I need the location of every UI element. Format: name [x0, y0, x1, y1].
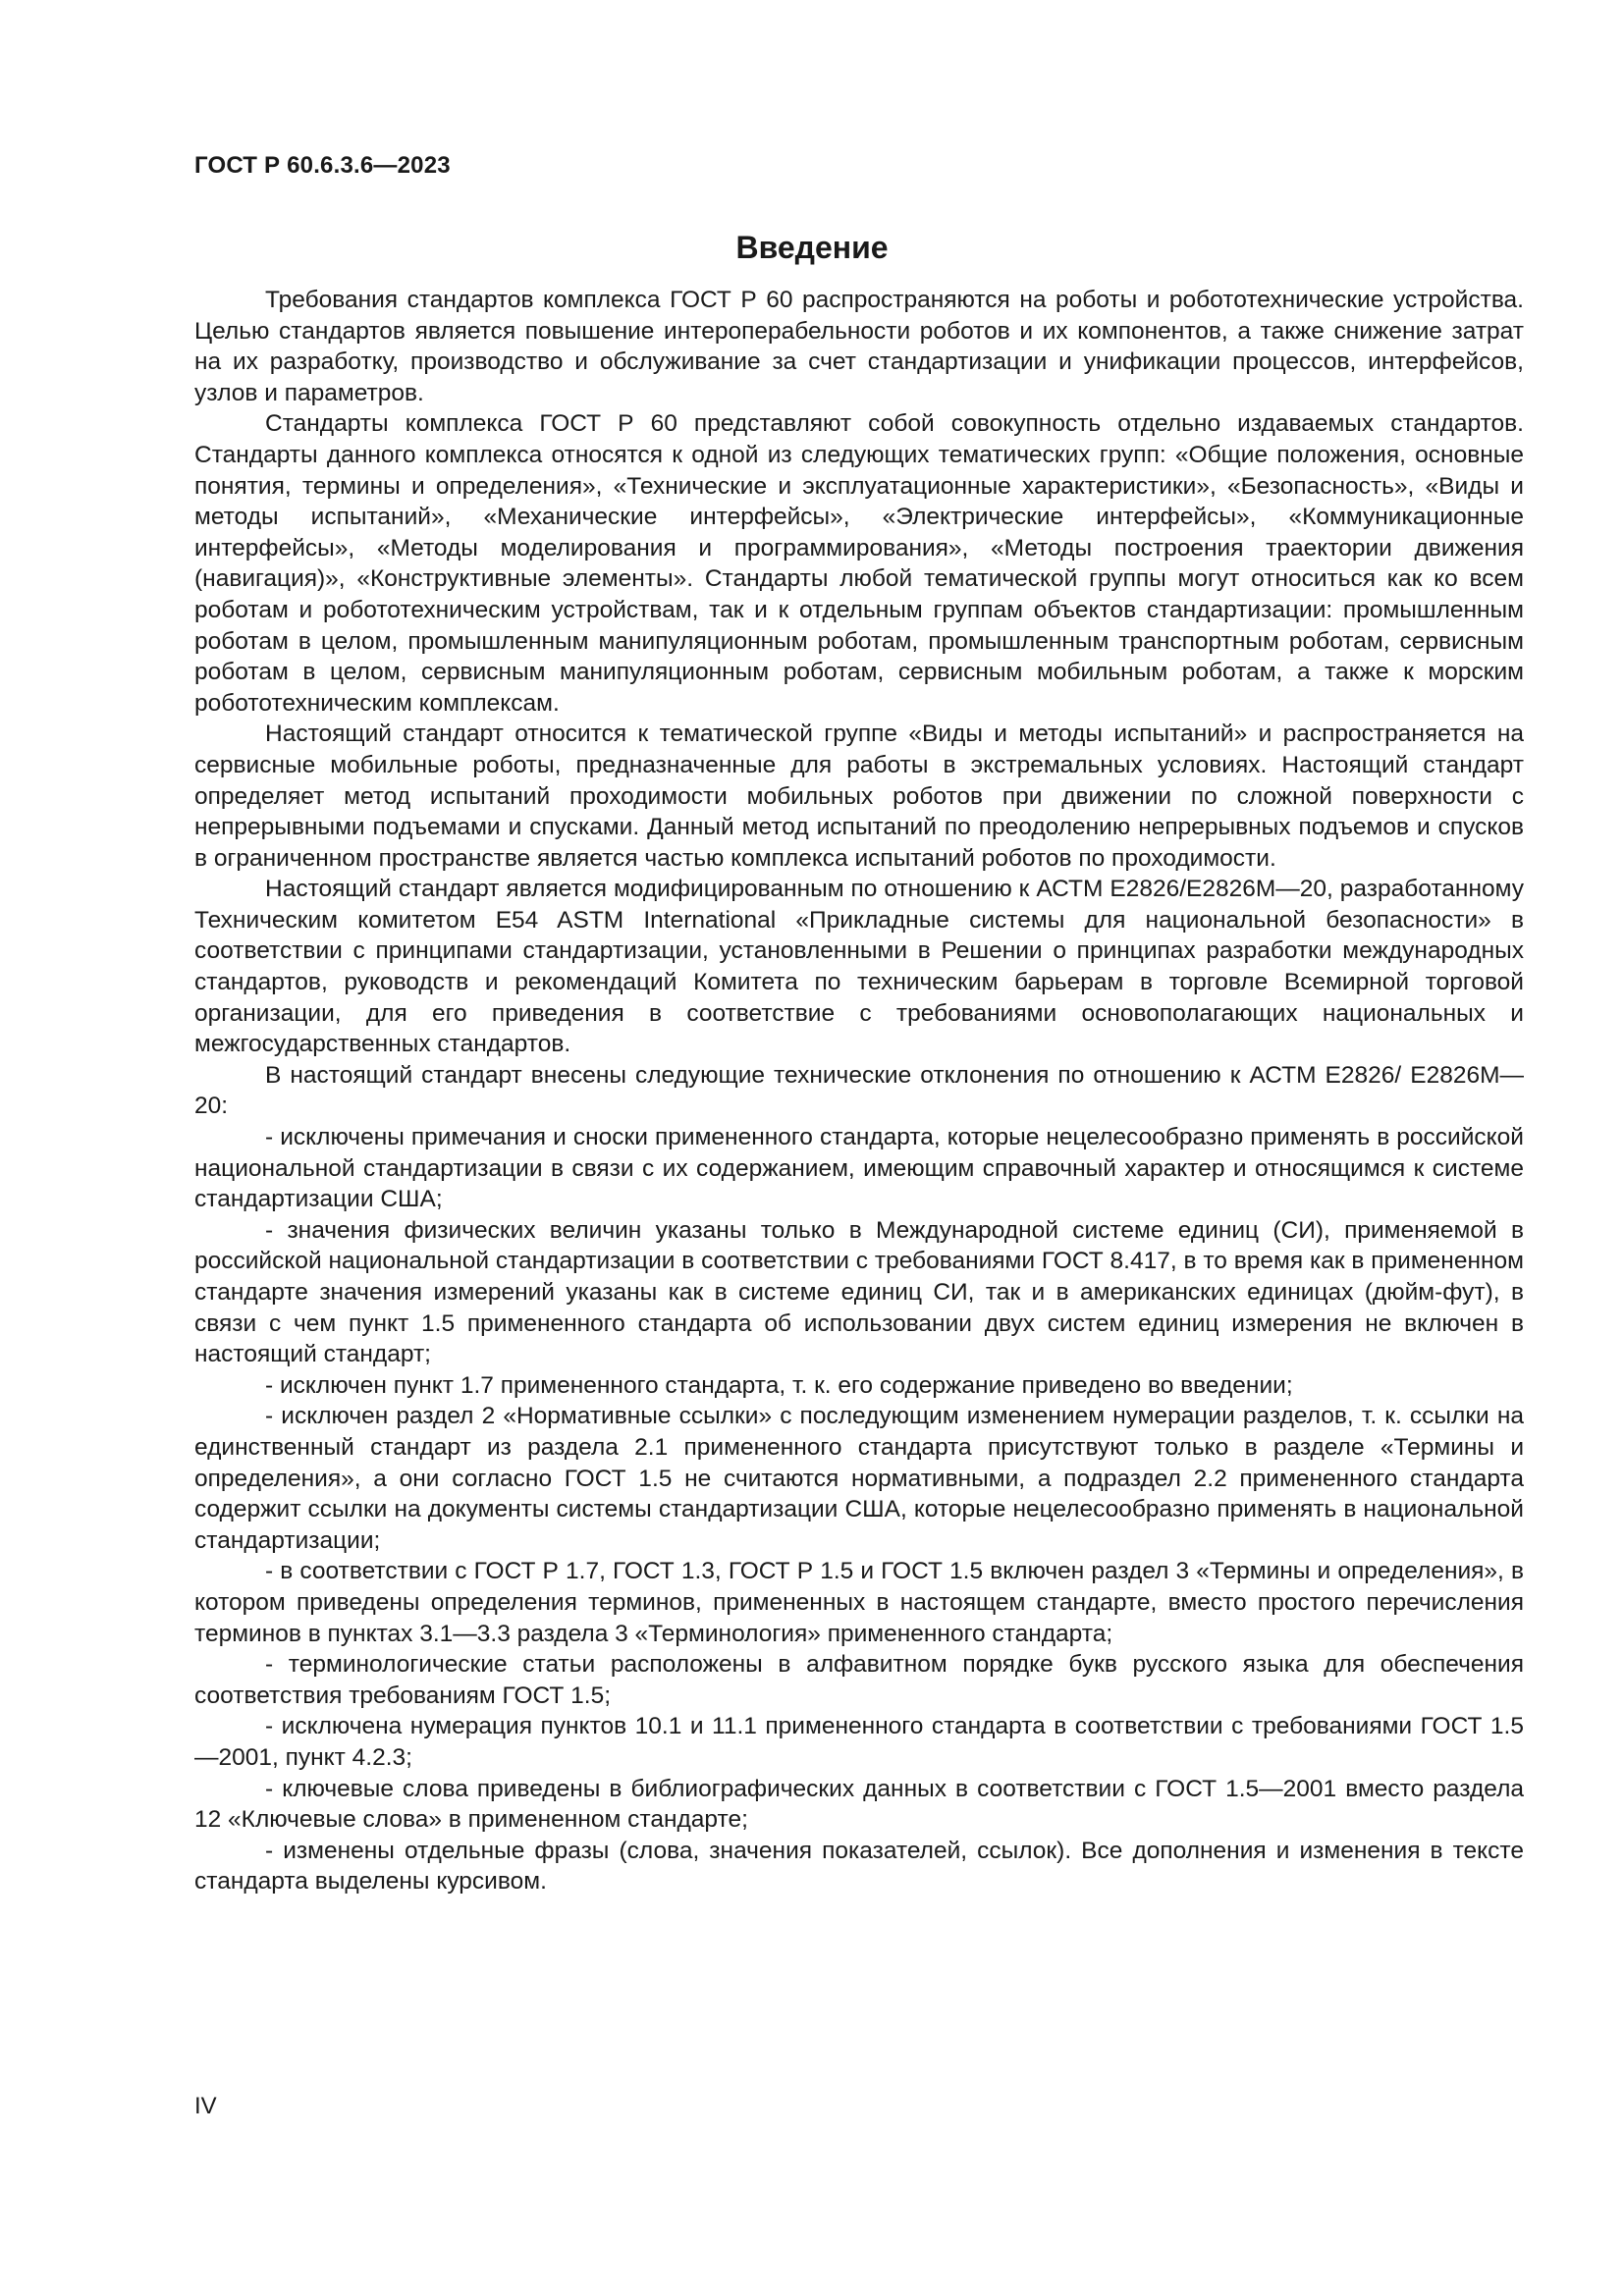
paragraph: Стандарты комплекса ГОСТ Р 60 представляют собой совокупность отдельно издаваемых стандартов. Стандарты данного комплекса относятся к одной из следующих тематических групп: «Общие положения, основные понятия, термины и определения», «Технические и эксплуатационные характеристики», «Безопасность», «Виды и методы испытаний», «Механические интерфейсы», «Электрические интерфейсы», «Коммуникационные интерфейсы», «Методы моделирования и программирования», «Методы построения траектории движения (навигация)», «Конструктивные элементы». Стандарты любой тематической группы могут относиться как ко всем роботам и робототехническим устройствам, так и к отдельным группам объектов стандартизации: промышленным роботам в целом, промышленным манипуляционным роботам, промышленным транспортным роботам, сервисным роботам в целом, сервисным манипуляционным роботам, сервисным мобильным роботам, а также к морским робототехническим комплексам.	[194, 410, 1524, 717]
page-number: IV	[194, 2093, 217, 2119]
list-item: - терминологические статьи расположены в алфавитном порядке букв русского языка для обеспечения соответствия требованиям ГОСТ 1.5;	[194, 1651, 1524, 1709]
list-item: - значения физических величин указаны только в Международной системе единиц (СИ), применяемой в российской национальной стандартизации в соответствии с требованиями ГОСТ 8.417, в то время как в примененном стандарте значения измерений указаны как в системе единиц СИ, так и в американских единицах (дюйм-фут), в связи с чем пункт 1.5 примененного стандарта об использовании двух систем единиц измерения не включен в настоящий стандарт;	[194, 1216, 1524, 1368]
list-item: - исключен пункт 1.7 примененного стандарта, т. к. его содержание приведено во введении;	[265, 1371, 1293, 1399]
section-title: Введение	[735, 230, 889, 265]
list-item: - исключена нумерация пунктов 10.1 и 11.1 примененного стандарта в соответствии с требованиями ГОСТ 1.5—2001, пункт 4.2.3;	[194, 1713, 1524, 1771]
standard-code-header: ГОСТ Р 60.6.3.6—2023	[194, 152, 451, 179]
paragraph: Требования стандартов комплекса ГОСТ Р 60 распространяются на роботы и робототехнические устройства. Целью стандартов является повышение интероперабельности роботов и их компонентов, а также снижение затрат на их разработку, производство и обслуживание за счет стандартизации и унификации процессов, интерфейсов, узлов и параметров.	[194, 287, 1524, 406]
paragraph: В настоящий стандарт внесены следующие технические отклонения по отношению к АСТМ Е2826/ Е2826М—20:	[194, 1061, 1524, 1120]
list-item: - исключен раздел 2 «Нормативные ссылки» с последующим изменением нумерации разделов, т. к. ссылки на единственный стандарт из раздела 2.1 примененного стандарта присутствуют только в разделе «Термины и определения», а они согласно ГОСТ 1.5 не считаются нормативными, а подраздел 2.2 примененного стандарта содержит ссылки на документы системы стандартизации США, которые нецелесообразно применять в национальной стандартизации;	[194, 1403, 1524, 1554]
paragraph: Настоящий стандарт относится к тематической группе «Виды и методы испытаний» и распространяется на сервисные мобильные роботы, предназначенные для работы в экстремальных условиях. Настоящий стандарт определяет метод испытаний проходимости мобильных роботов при движении по сложной поверхности с непрерывными подъемами и спусками. Данный метод испытаний по преодолению непрерывных подъемов и спусков в ограниченном пространстве является частью комплекса испытаний роботов по проходимости.	[194, 721, 1524, 872]
list-item: - изменены отдельные фразы (слова, значения показателей, ссылок). Все дополнения и изменения в тексте стандарта выделены курсивом.	[194, 1837, 1524, 1896]
list-item: - исключены примечания и сноски примененного стандарта, которые нецелесообразно применять в российской национальной стандартизации в связи с их содержанием, имеющим справочный характер и относящимся к системе стандартизации США;	[194, 1124, 1524, 1213]
paragraph: Настоящий стандарт является модифицированным по отношению к АСТМ Е2826/Е2826М—20, разработанному Техническим комитетом E54 ASTM International «Прикладные системы для национальной безопасности» в соответствии с принципами стандартизации, установленными в Решении о принципах разработки международных стандартов, руководств и рекомендаций Комитета по техническим барьерам в торговле Всемирной торговой организации, для его приведения в соответствие с требованиями основополагающих национальных и межгосударственных стандартов.	[194, 876, 1524, 1058]
list-item: - ключевые слова приведены в библиографических данных в соответствии с ГОСТ 1.5—2001 вместо раздела 12 «Ключевые слова» в примененном стандарте;	[194, 1775, 1524, 1834]
list-item: - в соответствии с ГОСТ Р 1.7, ГОСТ 1.3, ГОСТ Р 1.5 и ГОСТ 1.5 включен раздел 3 «Термины и определения», в котором приведены определения терминов, примененных в настоящем стандарте, вместо простого перечисления терминов в пунктах 3.1—3.3 раздела 3 «Терминология» примененного стандарта;	[194, 1558, 1524, 1647]
document-body	[194, 285, 1524, 1897]
